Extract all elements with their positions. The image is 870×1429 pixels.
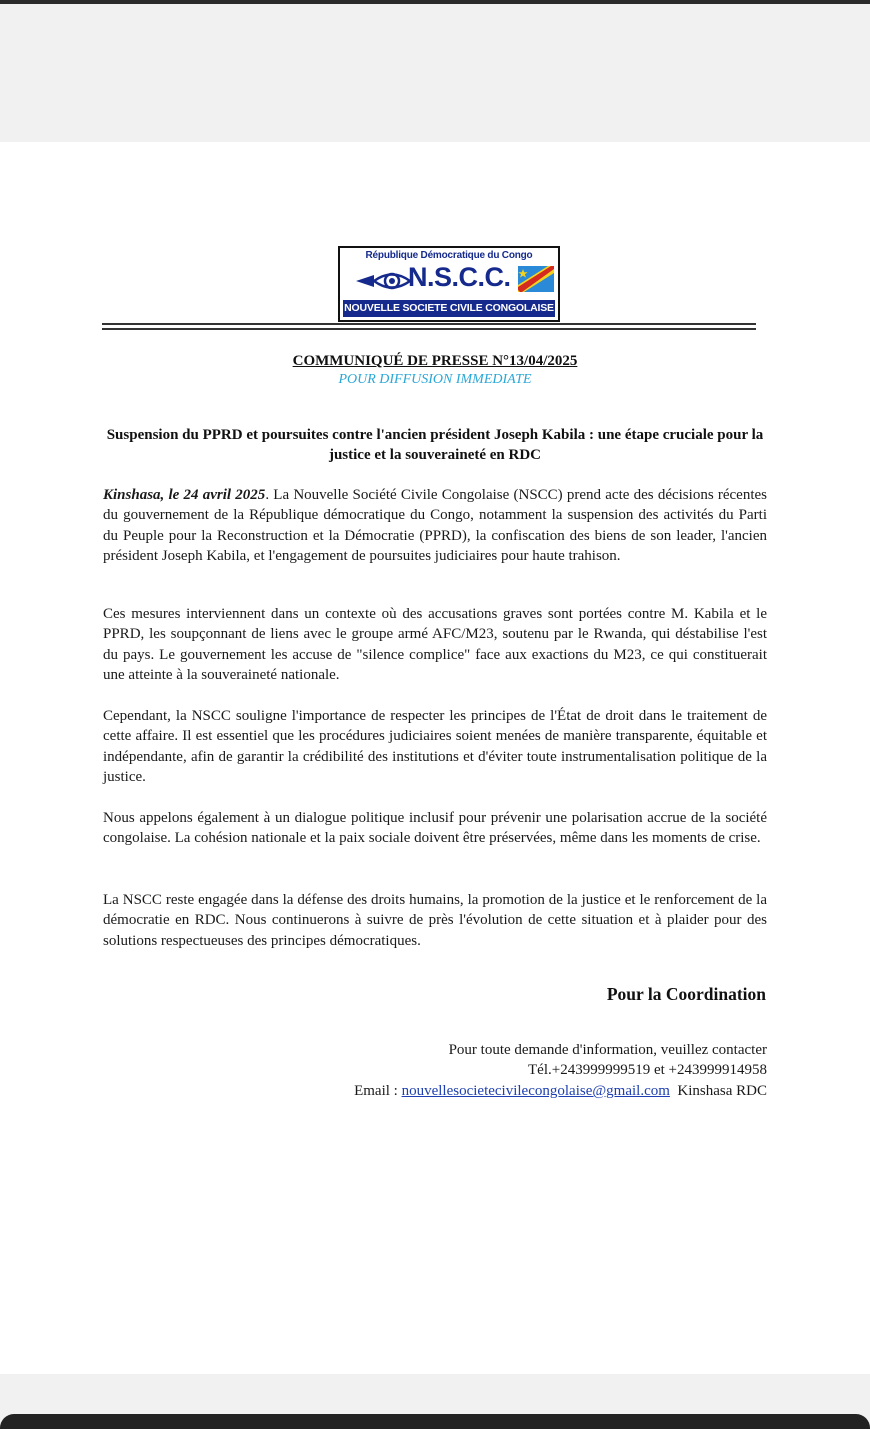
- eye-icon: [354, 266, 412, 296]
- drc-flag-icon: [518, 266, 554, 292]
- press-release-page: [0, 142, 870, 1374]
- communique-subtitle: POUR DIFFUSION IMMEDIATE: [338, 372, 532, 387]
- paragraph-2: Ces mesures interviennent dans un contexte où des accusations graves sont portées contre M. Kabila et le PPRD, les soupçonnant de liens avec le groupe armé AFC/M23, soutenu par le Rwanda, qui déstabilise l'est du pays. Le gouvernement les accuse de "silence complice" face aux exactions du M23, ce qui constituerait une atteinte à la souveraineté nationale.: [103, 606, 767, 683]
- logo-country-text: République Démocratique du Congo: [365, 250, 533, 261]
- paragraph-4: Nous appelons également à un dialogue politique inclusif pour prévenir une polarisation accrue de la société congolaise. La cohésion nationale et la paix sociale doivent être préservées, même dans les moments de crise.: [103, 810, 767, 847]
- communique-title: COMMUNIQUÉ DE PRESSE N°13/04/2025: [292, 353, 578, 369]
- email-link[interactable]: nouvellesocietecivilecongolaise@gmail.com: [401, 1083, 670, 1099]
- contact-phones: Tél.+243999999519 et +243999914958: [528, 1062, 767, 1078]
- dateline: Kinshasa, le 24 avril 2025: [103, 487, 266, 503]
- paragraph-1-text: . La Nouvelle Société Civile Congolaise (NSCC) prend acte des décisions récentes du gouvernement de la République démocratique du Congo, notamment la suspension des activités du Parti du Peuple pour la Reconstruction et la Démocratie (PPRD), la confiscation des biens de son leader, l'ancien président Joseph Kabila, et l'engagement de poursuites judiciaires pour haute trahison.: [103, 487, 767, 564]
- logo-acronym: N.S.C.C.: [408, 262, 511, 292]
- logo-org-name: NOUVELLE SOCIETE CIVILE CONGOLAISE: [343, 300, 555, 317]
- paragraph-1: [103, 485, 767, 566]
- contact-location: Kinshasa RDC: [677, 1083, 767, 1099]
- bottom-edge-bar: [0, 1414, 870, 1429]
- email-label: Email :: [354, 1083, 402, 1099]
- signature-line: Pour la Coordination: [606, 984, 766, 1004]
- top-edge-bar: [0, 0, 870, 4]
- double-line-separator: [102, 320, 756, 334]
- headline: Suspension du PPRD et poursuites contre l'ancien président Joseph Kabila : une étape cruciale pour la justice et la souveraineté en RDC: [106, 427, 764, 463]
- paragraph-5: La NSCC reste engagée dans la défense des droits humains, la promotion de la justice et le renforcement de la démocratie en RDC. Nous continuerons à suivre de près l'évolution de cette situation et à plaider pour des solutions respectueuses des principes démocratiques.: [103, 892, 767, 949]
- nscc-logo: [338, 246, 560, 322]
- contact-intro: Pour toute demande d'information, veuillez contacter: [448, 1042, 767, 1058]
- contact-email-line: [354, 1083, 767, 1100]
- paragraph-3: Cependant, la NSCC souligne l'importance de respecter les principes de l'État de droit dans le traitement de cette affaire. Il est essentiel que les procédures judiciaires soient menées de manière transparente, équitable et indépendante, afin de garantir la crédibilité des institutions et d'éviter toute instrumentalisation politique de la justice.: [103, 708, 767, 785]
